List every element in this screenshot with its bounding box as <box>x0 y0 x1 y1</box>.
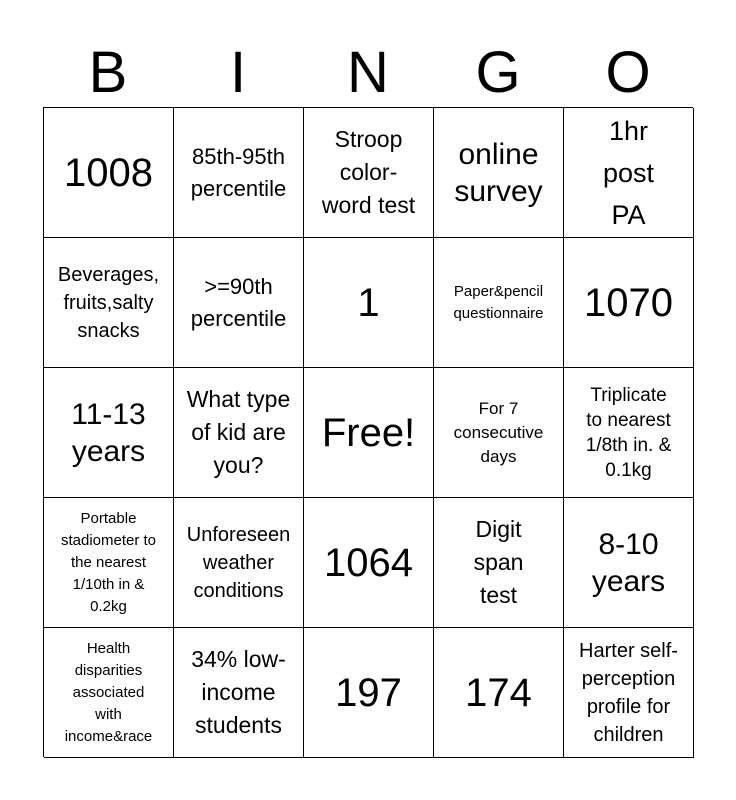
bingo-cell[interactable] <box>434 108 564 238</box>
bingo-cell[interactable] <box>174 238 304 368</box>
bingo-cell[interactable] <box>174 628 304 758</box>
bingo-cell[interactable] <box>44 368 174 498</box>
bingo-cell[interactable] <box>44 108 174 238</box>
bingo-cell[interactable] <box>174 368 304 498</box>
cell-text: Free! <box>321 410 416 455</box>
cell-text: 11-13 years <box>71 397 146 468</box>
bingo-cell[interactable] <box>174 498 304 628</box>
bingo-cell[interactable] <box>564 238 694 368</box>
cell-text: Paper&pencil questionnaire <box>453 282 544 322</box>
cell-text: Health disparities associated with income&race <box>64 639 153 745</box>
bingo-header <box>43 38 693 108</box>
cell-text: 197 <box>335 670 402 715</box>
bingo-cell[interactable] <box>44 498 174 628</box>
bingo-grid <box>43 107 693 757</box>
cell-text: Beverages, fruits,salty snacks <box>57 263 160 342</box>
cell-text: 34% low- income students <box>191 646 286 738</box>
cell-text: What type of kid are you? <box>186 386 291 478</box>
cell-text: 1hr post PA <box>602 115 655 230</box>
bingo-cell[interactable] <box>44 628 174 758</box>
cell-text: Harter self- perception profile for children <box>579 639 678 746</box>
bingo-cell[interactable] <box>564 108 694 238</box>
cell-text: 85th-95th percentile <box>190 143 287 201</box>
bingo-cell[interactable] <box>434 238 564 368</box>
header-letter-i: I <box>229 40 247 105</box>
bingo-cell[interactable] <box>304 238 434 368</box>
cell-text: Digit span test <box>473 516 524 608</box>
bingo-cell[interactable] <box>174 108 304 238</box>
bingo-cell[interactable] <box>434 368 564 498</box>
bingo-cell[interactable] <box>44 238 174 368</box>
cell-text: 1070 <box>584 280 673 325</box>
header-letter-b: B <box>88 40 128 105</box>
cell-text: Portable stadiometer to the nearest 1/10th in & 0.2kg <box>60 509 157 615</box>
cell-text: For 7 consecutive days <box>453 398 544 466</box>
bingo-cell[interactable] <box>564 628 694 758</box>
bingo-cell[interactable] <box>304 108 434 238</box>
header-letter-o: O <box>605 40 651 105</box>
cell-text: online survey <box>454 137 543 208</box>
header-letter-n: N <box>347 40 389 105</box>
bingo-cell[interactable] <box>564 368 694 498</box>
bingo-cell[interactable] <box>304 628 434 758</box>
cell-text: Stroop color- word test <box>321 126 416 218</box>
cell-text: Unforeseen weather conditions <box>186 523 291 602</box>
free-space-cell[interactable] <box>304 368 434 498</box>
cell-text: 1 <box>357 280 380 325</box>
cell-text: 8-10 years <box>591 527 666 598</box>
cell-text: 1008 <box>64 150 153 195</box>
bingo-cell[interactable] <box>304 498 434 628</box>
bingo-cell[interactable] <box>564 498 694 628</box>
cell-text: 1064 <box>324 540 413 585</box>
cell-text: >=90th percentile <box>190 273 287 331</box>
bingo-cell[interactable] <box>434 498 564 628</box>
header-letter-g: G <box>475 40 521 105</box>
cell-text: 174 <box>465 670 532 715</box>
cell-text: Triplicate to nearest 1/8th in. & 0.1kg <box>585 384 672 481</box>
bingo-cell[interactable] <box>434 628 564 758</box>
